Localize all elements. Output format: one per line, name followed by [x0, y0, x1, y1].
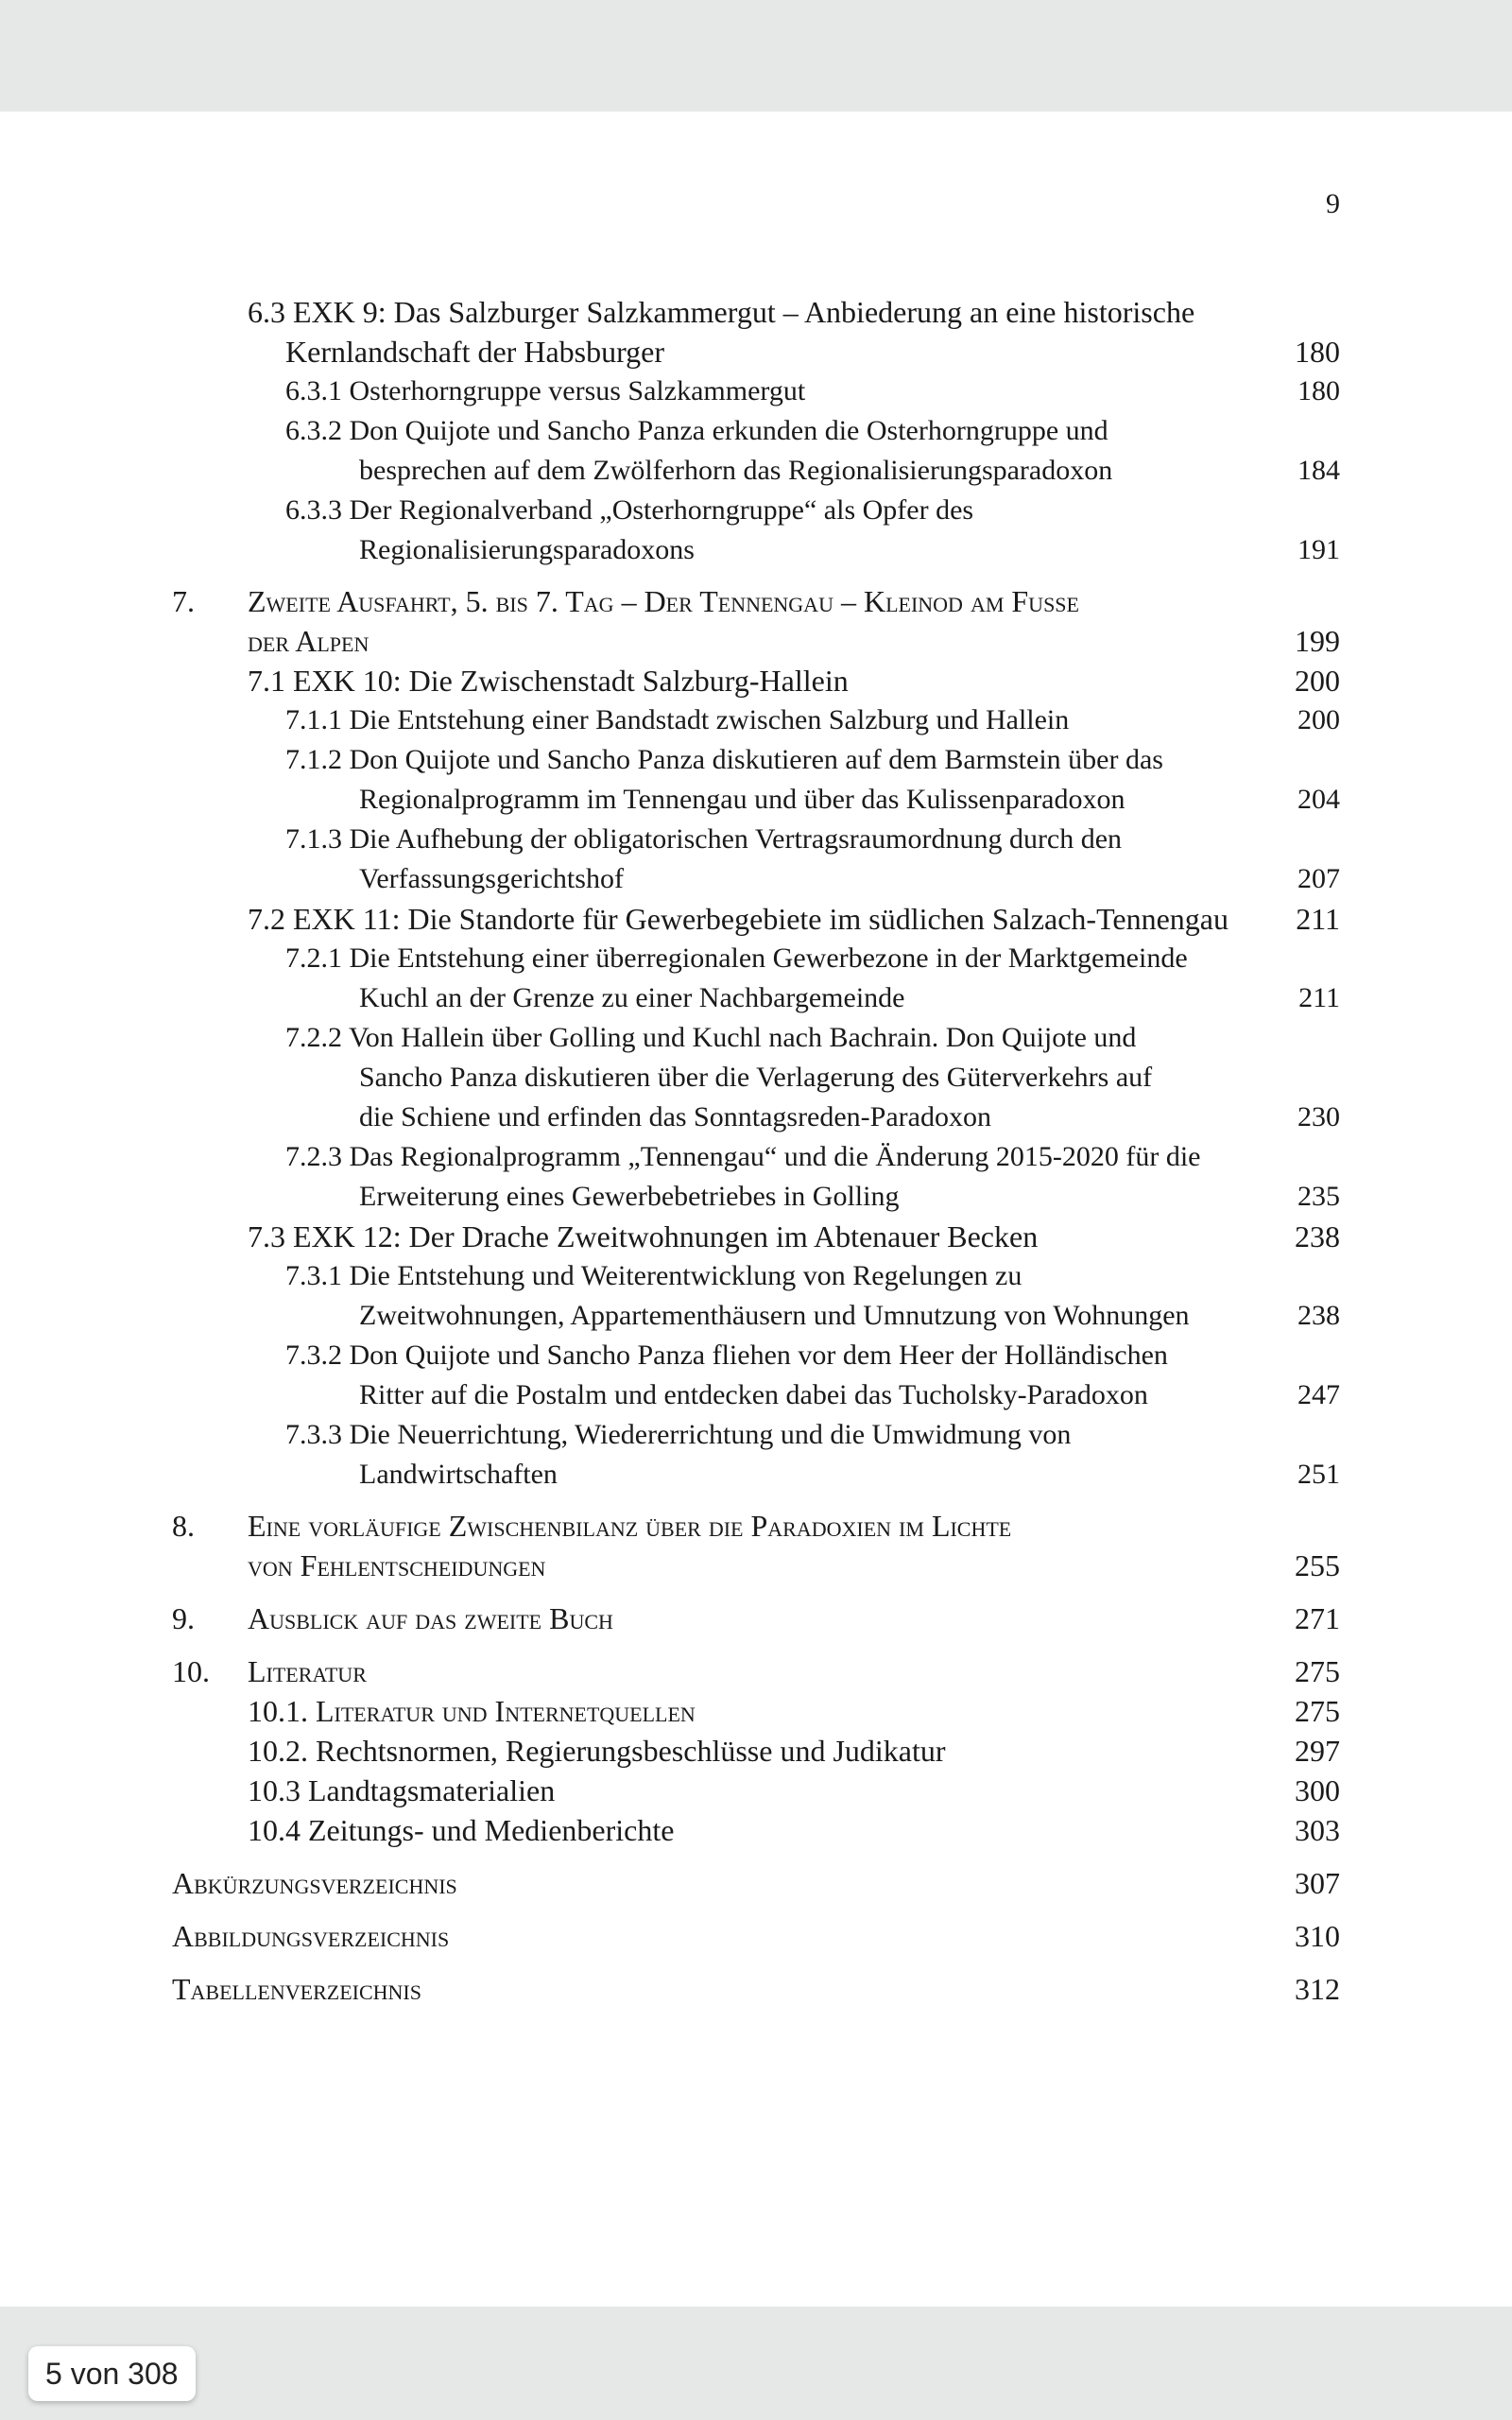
- toc-chapter-8-title-line1: Eine vorläufige Zwischenbilanz über die Paradoxien im Lichte: [248, 1509, 1012, 1543]
- toc-chapter-10-title: Literatur: [248, 1654, 367, 1688]
- toc-entry-10-4-page: 303: [1295, 1813, 1340, 1847]
- toc-entry-6-3-2-title-line1: 6.3.2 Don Quijote und Sancho Panza erkunden die Osterhorngruppe und: [285, 415, 1108, 446]
- toc-entry-7-2-title: 7.2 EXK 11: Die Standorte für Gewerbegebiete im südlichen Salzach-Tennengau: [248, 902, 1228, 936]
- toc-entry-6-3-2-title-line2: besprechen auf dem Zwölferhorn das Regionalisierungsparadoxon: [359, 455, 1113, 486]
- toc-entry-7-3-2-title-line1: 7.3.2 Don Quijote und Sancho Panza fliehen vor dem Heer der Holländischen: [285, 1340, 1168, 1371]
- toc-entry-7-2-1-title-line1: 7.2.1 Die Entstehung einer überregionalen Gewerbezone in der Marktgemeinde: [285, 942, 1188, 974]
- toc-entry-6-3-page: 180: [1295, 335, 1340, 369]
- toc-abbreviations-title: Abkürzungsverzeichnis: [172, 1866, 457, 1900]
- reader-top-bar: [0, 0, 1512, 112]
- toc-chapter-8-title-line2: von Fehlentscheidungen: [248, 1548, 546, 1582]
- toc-figures-page: 310: [1295, 1919, 1340, 1953]
- toc-entry-7-2-1-page: 211: [1298, 982, 1340, 1013]
- toc-entry-7-3-1-title-line2: Zweitwohnungen, Appartementhäusern und Umnutzung von Wohnungen: [359, 1300, 1190, 1331]
- toc-entry-7-2-3-page: 235: [1297, 1181, 1340, 1212]
- toc-entry-10-1-title: 10.1. Literatur und Internetquellen: [248, 1694, 696, 1728]
- toc-entry-7-3-3-title-line1: 7.3.3 Die Neuerrichtung, Wiedererrichtung und die Umwidmung von: [285, 1419, 1072, 1450]
- page-counter-badge[interactable]: 5 von 308: [28, 2346, 196, 2401]
- toc-entry-7-2-page: 211: [1296, 902, 1340, 936]
- toc-entry-10-2-title: 10.2. Rechtsnormen, Regierungsbeschlüsse und Judikatur: [248, 1734, 946, 1768]
- toc-chapter-7-title-line2: der Alpen: [248, 624, 369, 658]
- toc-entry-7-3-1-title-line1: 7.3.1 Die Entstehung und Weiterentwicklung von Regelungen zu: [285, 1260, 1022, 1291]
- toc-entry-7-1-3-title-line1: 7.1.3 Die Aufhebung der obligatorischen Vertragsraumordnung durch den: [285, 823, 1123, 855]
- toc-entry-7-1-2-title-line1: 7.1.2 Don Quijote und Sancho Panza diskutieren auf dem Barmstein über das: [285, 744, 1163, 775]
- toc-entry-10-3-title: 10.3 Landtagsmaterialien: [248, 1773, 556, 1807]
- toc-chapter-10-number: 10.: [172, 1654, 210, 1688]
- toc-entry-7-1-3-title-line2: Verfassungsgerichtshof: [359, 863, 624, 894]
- toc-entry-7-1-1-title: 7.1.1 Die Entstehung einer Bandstadt zwischen Salzburg und Hallein: [285, 704, 1070, 735]
- toc-entry-6-3-1-title: 6.3.1 Osterhorngruppe versus Salzkammergut: [285, 375, 806, 406]
- page-number-folio: 9: [1326, 188, 1340, 219]
- toc-chapter-9-title: Ausblick auf das zweite Buch: [248, 1601, 613, 1635]
- toc-chapter-10-page: 275: [1295, 1654, 1340, 1688]
- toc-entry-6-3-title-line2: Kernlandschaft der Habsburger: [285, 335, 665, 369]
- toc-tables-title: Tabellenverzeichnis: [172, 1972, 421, 2006]
- toc-entry-6-3-3-page: 191: [1297, 534, 1340, 565]
- toc-abbreviations-page: 307: [1295, 1866, 1340, 1900]
- toc-chapter-7-title-line1: Zweite Ausfahrt, 5. bis 7. Tag – Der Tennengau – Kleinod am Fuße: [248, 584, 1079, 618]
- toc-entry-7-2-3-title-line2: Erweiterung eines Gewerbebetriebes in Golling: [359, 1181, 900, 1212]
- toc-entry-7-2-1-title-line2: Kuchl an der Grenze zu einer Nachbargemeinde: [359, 982, 905, 1013]
- toc-entry-6-3-3-title-line2: Regionalisierungsparadoxons: [359, 534, 695, 565]
- toc-entry-6-3-1-page: 180: [1297, 375, 1340, 406]
- toc-chapter-7-number: 7.: [172, 584, 195, 618]
- toc-entry-7-2-2-page: 230: [1297, 1101, 1340, 1132]
- toc-entry-7-3-2-title-line2: Ritter auf die Postalm und entdecken dabei das Tucholsky-Paradoxon: [359, 1379, 1148, 1410]
- toc-entry-7-1-2-title-line2: Regionalprogramm im Tennengau und über das Kulissenparadoxon: [359, 784, 1125, 815]
- toc-entry-10-2-page: 297: [1295, 1734, 1340, 1768]
- toc-entry-6-3-3-title-line1: 6.3.3 Der Regionalverband „Osterhorngruppe“ als Opfer des: [285, 494, 974, 526]
- toc-entry-10-3-page: 300: [1295, 1773, 1340, 1807]
- reader-bottom-bar: [0, 2307, 1512, 2420]
- toc-entry-7-1-1-page: 200: [1297, 704, 1340, 735]
- toc-entry-7-3-2-page: 247: [1297, 1379, 1340, 1410]
- toc-entry-7-1-page: 200: [1295, 664, 1340, 698]
- toc-entry-7-1-3-page: 207: [1297, 863, 1340, 894]
- toc-tables-page: 312: [1295, 1972, 1340, 2006]
- toc-entry-6-3-title-line1: 6.3 EXK 9: Das Salzburger Salzkammergut – Anbiederung an eine historische: [248, 295, 1195, 329]
- toc-chapter-9-page: 271: [1295, 1601, 1340, 1635]
- toc-entry-7-2-2-title-line3: die Schiene und erfinden das Sonntagsreden-Paradoxon: [359, 1101, 991, 1132]
- toc-figures-title: Abbildungsverzeichnis: [172, 1919, 450, 1953]
- toc-entry-7-2-2-title-line2: Sancho Panza diskutieren über die Verlagerung des Güterverkehrs auf: [359, 1062, 1153, 1093]
- toc-entry-7-1-2-page: 204: [1297, 784, 1340, 815]
- toc-chapter-7-page: 199: [1295, 624, 1340, 658]
- toc-entry-7-3-title: 7.3 EXK 12: Der Drache Zweitwohnungen im Abtenauer Becken: [248, 1219, 1039, 1253]
- toc-chapter-8-page: 255: [1295, 1548, 1340, 1582]
- toc-chapter-9-number: 9.: [172, 1601, 195, 1635]
- toc-entry-7-1-title: 7.1 EXK 10: Die Zwischenstadt Salzburg-Hallein: [248, 664, 849, 698]
- toc-chapter-8-number: 8.: [172, 1509, 195, 1543]
- toc-entry-6-3-2-page: 184: [1297, 455, 1340, 486]
- toc-entry-7-3-3-title-line2: Landwirtschaften: [359, 1459, 558, 1490]
- toc-entry-7-2-3-title-line1: 7.2.3 Das Regionalprogramm „Tennengau“ und die Änderung 2015-2020 für die: [285, 1141, 1201, 1172]
- toc-entry-7-3-page: 238: [1295, 1219, 1340, 1253]
- toc-entry-7-2-2-title-line1: 7.2.2 Von Hallein über Golling und Kuchl nach Bachrain. Don Quijote und: [285, 1022, 1137, 1053]
- toc-entry-10-4-title: 10.4 Zeitungs- und Medienberichte: [248, 1813, 675, 1847]
- toc-entry-7-3-3-page: 251: [1297, 1459, 1340, 1490]
- toc-entry-10-1-page: 275: [1295, 1694, 1340, 1728]
- toc-entry-7-3-1-page: 238: [1297, 1300, 1340, 1331]
